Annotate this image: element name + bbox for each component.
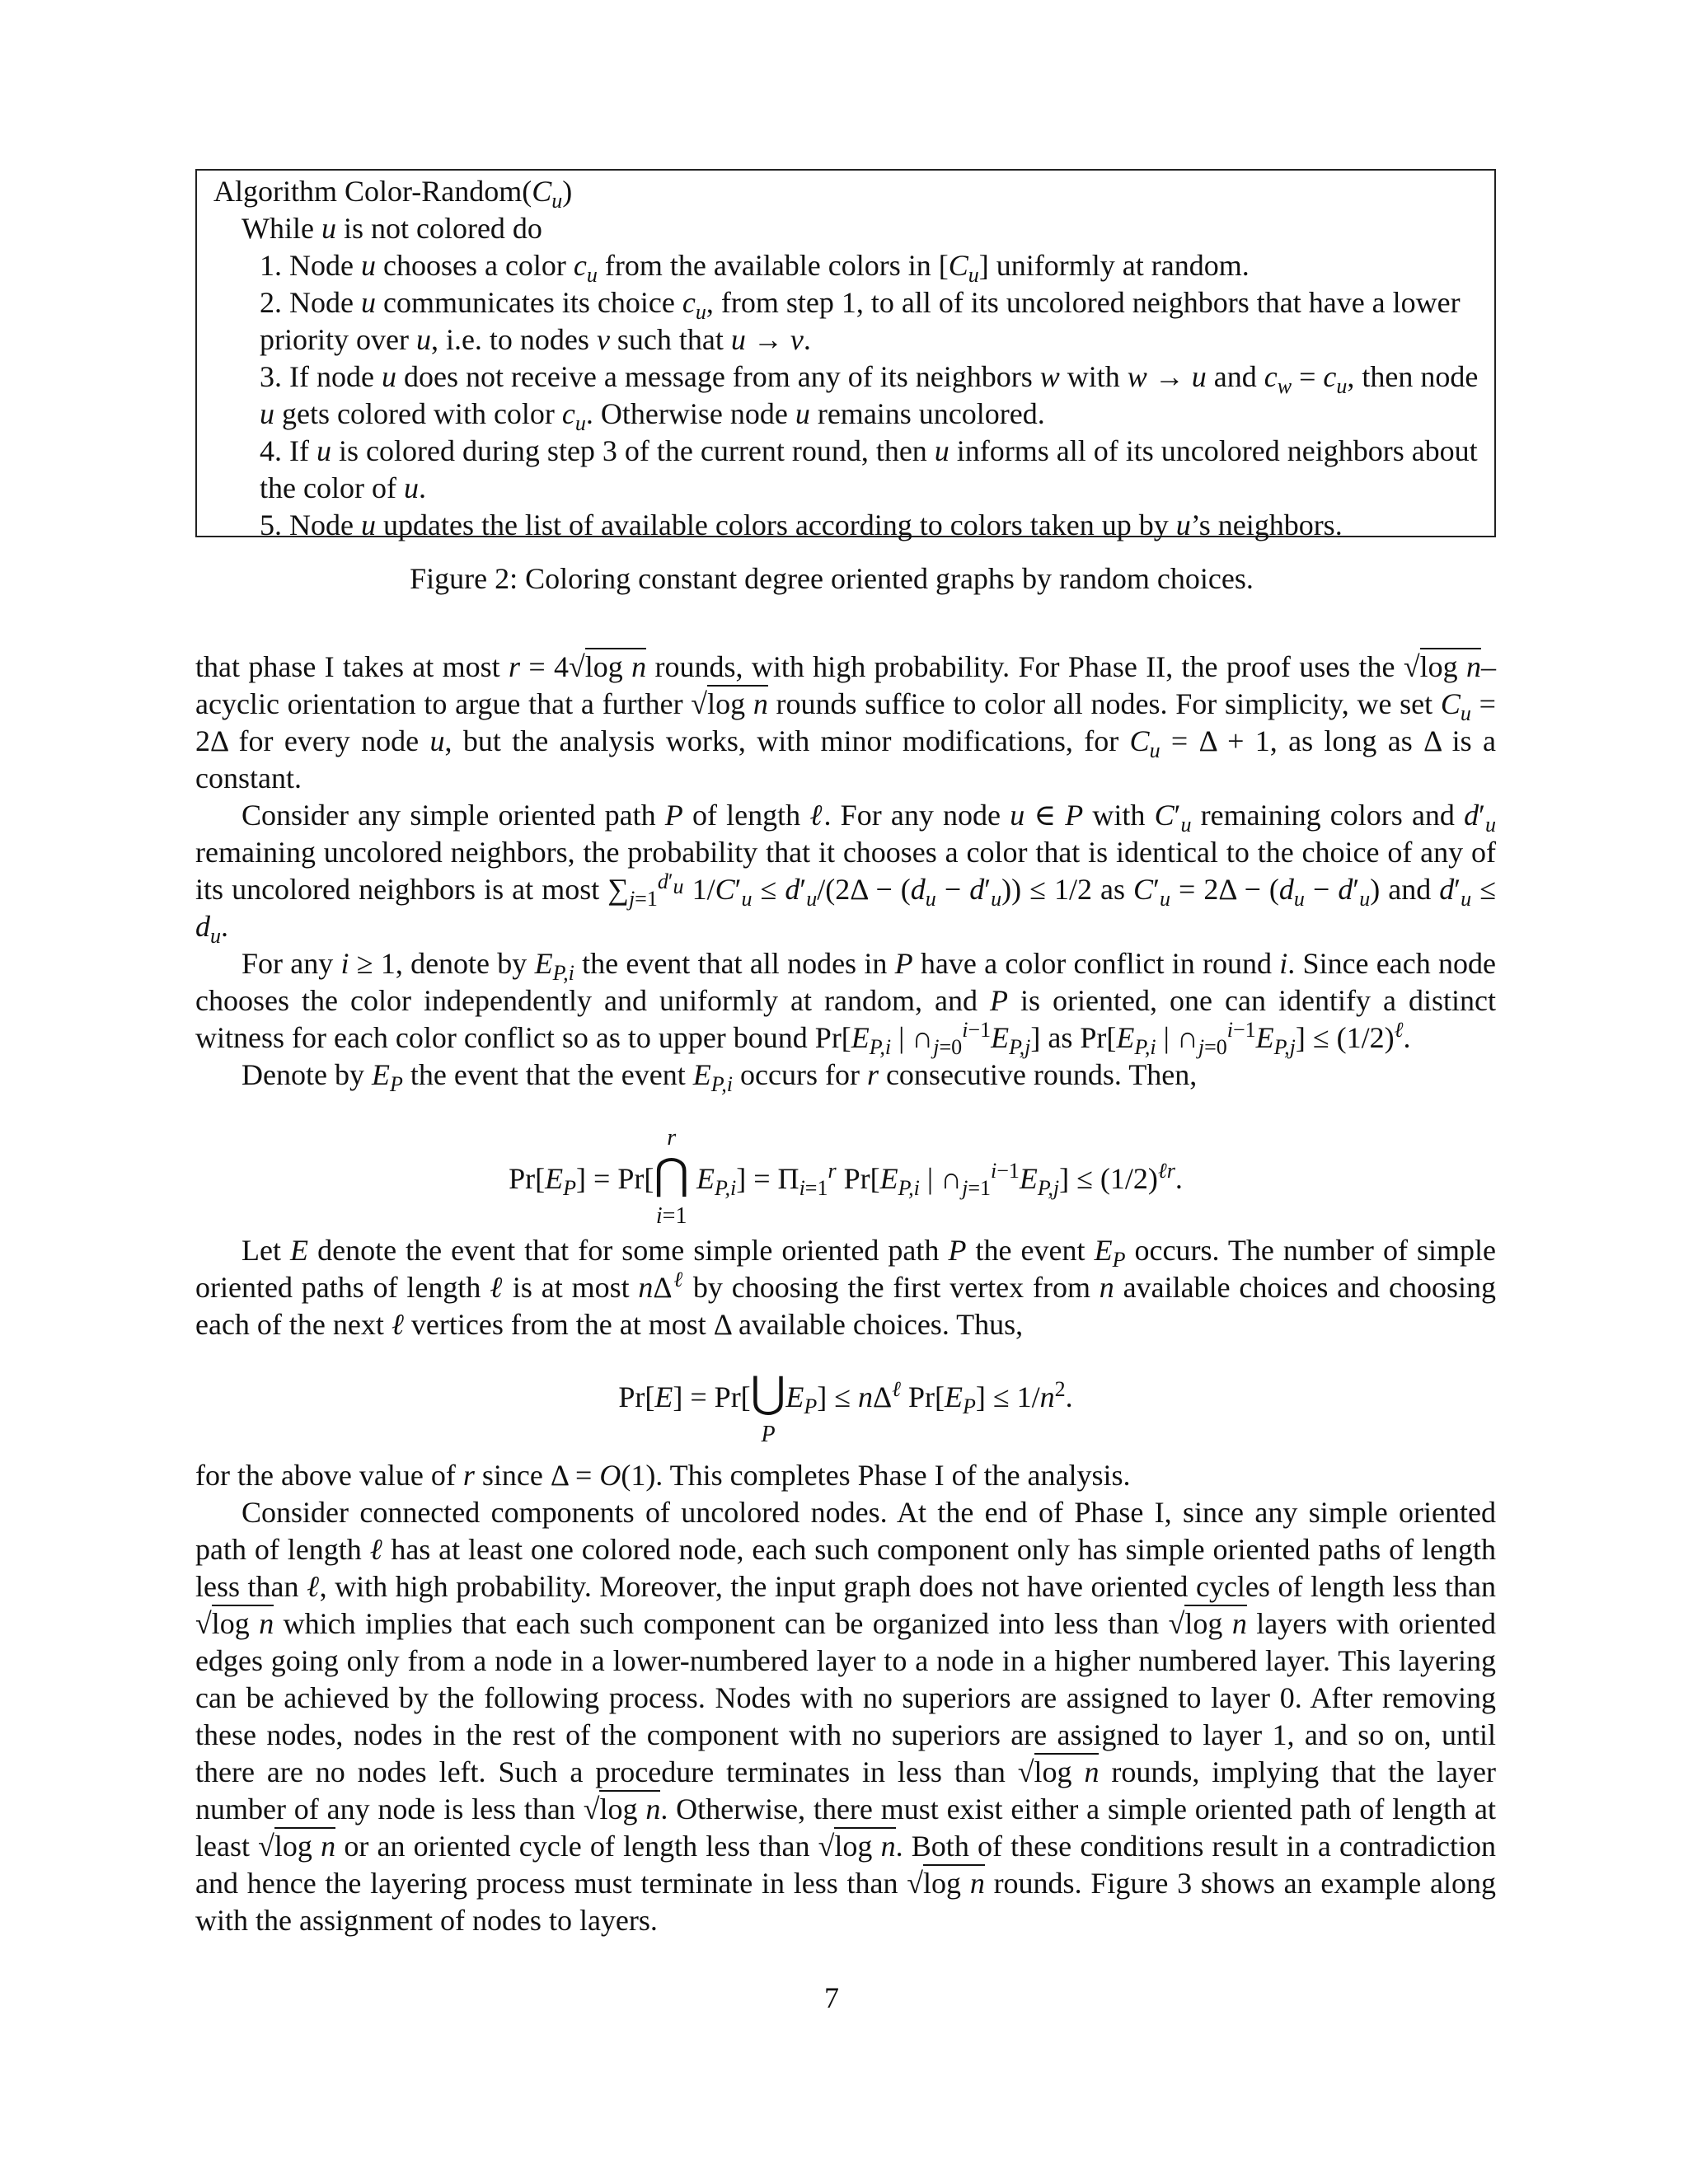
algorithm-step-4: 4. If u is colored during step 3 of the current round, then u informs all of its uncolored neighbors about the color of u. — [260, 434, 1478, 504]
algorithm-step-3: 3. If node u does not receive a message from any of its neighbors w with w → u and $c_w = c_u$, then node u gets colored with color $c_u$. Otherwise node u remains uncolored. — [260, 360, 1479, 436]
algorithm-title: Algorithm Color-$Random(C_u)$ — [213, 175, 573, 213]
page-number: 7 — [824, 1981, 839, 2014]
algorithm-while-line: While u is not colored do — [241, 212, 542, 245]
algorithm-box — [195, 169, 1496, 541]
equation-pr-ep: $Pr[E_P] = Pr$[ r ⋂ i=1 $E_{P,i}] = \Pi_{i=1}^r$ $Pr[E_{P,i}$ | $\cap_{j=1}^{i-1}E_{P,j}] \le (1/2)^{\ell r}$. — [509, 1125, 1183, 1229]
equation-pr-e: Pr[E] = Pr[⋃ P $E_P] \le n\Delta^\ell$ $Pr[E_P] \le 1/n^2$. — [618, 1370, 1073, 1447]
figure-caption: Figure 2: Coloring constant degree oriented graphs by random choices. — [410, 562, 1254, 595]
paragraph-phase-one: that phase I takes at most r = 4√log n rounds, with high probability. For Phase II, the proof uses the √log n–acyclic orientation to argue that a further √log n rounds suffice to color all nodes. For simplicity, we set $C_u = 2\Delta$ for every node u, but the analysis works, with minor modifications, for $C_u = \Delta + 1$, as long as Δ is a constant. Consider any simple oriented path P of length ℓ. For any node u ∈ P with $C'_u$ remaining colors and $d'_u$ remaining uncolored neighbors, the probability that it chooses a color that is identical to the choice of any of its uncolored neighbors is at most $\sum_{j=1}^{d'_u}$ $1/C'_u \le d'_u/(2\Delta - (d_u - d'_u)) \le 1/2$ as $C'_u = 2\Delta - (d_u - d'_u)$ and $d'_u \le d_u$. For any i ≥ 1, denote by $E_{P,i}$ the event that all nodes in P have a color conflict in round i. Since each node chooses the color independently and uniformly at random, and P is oriented, one can identify a distinct witness for each color conflict so as to upper bound $Pr[E_{P,i}$ | $\cap_{j=0}^{i-1}E_{P,j}$] as $Pr[E_{P,i}$ | $\cap_{j=0}^{i-1}E_{P,j}] \le (1/2)^\ell$. Denote by $E_P$ the event that the event $E_{P,i}$ occurs for r consecutive rounds. Then, — [195, 649, 1496, 1094]
algorithm-step-5: 5. Node u updates the list of available colors according to colors taken up by u’s neighbors. — [260, 509, 1343, 541]
paragraph-event-e: Let E denote the event that for some simple oriented path P the event $E_P$ occurs. The number of simple oriented paths of length ℓ is at most $n\Delta^\ell$ by choosing the first vertex from n available choices and choosing each of the next ℓ vertices from the at most Δ available choices. Thus, — [195, 1234, 1496, 1341]
algorithm-step-2: 2. Node u communicates its choice $c_u$, from step 1, to all of its uncolored neighbors that have a lower priority over u, i.e. to nodes v such that u → v. — [260, 286, 1461, 356]
algorithm-step-1: 1. Node u chooses a color $c_u$ from the available colors in $[C_u]$ uniformly at random. — [260, 249, 1250, 288]
paragraph-phase-two: for the above value of r since Δ = O(1). This completes Phase I of the analysis. Consider connected components of uncolored nodes. At the end of Phase I, since any simple oriented path of length ℓ has at least one colored node, each such component only has simple oriented paths of length less than ℓ, with high probability. Moreover, the input graph does not have oriented cycles of length less than √log n which implies that each such component can be organized into less than √log n layers with oriented edges going only from a node in a lower-numbered layer to a node in a higher numbered layer. This layering can be achieved by the following process. Nodes with no superiors are assigned to layer 0. After removing these nodes, nodes in the rest of the component with no superiors are assigned to layer 1, and so on, until there are no nodes left. Such a procedure terminates in less than √log n rounds, implying that the layer number of any node is less than √log n. Otherwise, there must exist either a simple oriented path of length at least √log n or an oriented cycle of length less than √log n. Both of these conditions result in a contradiction and hence the layering process must terminate in less than √log n rounds. Figure 3 shows an example along with the assignment of nodes to layers. — [195, 1459, 1497, 1937]
